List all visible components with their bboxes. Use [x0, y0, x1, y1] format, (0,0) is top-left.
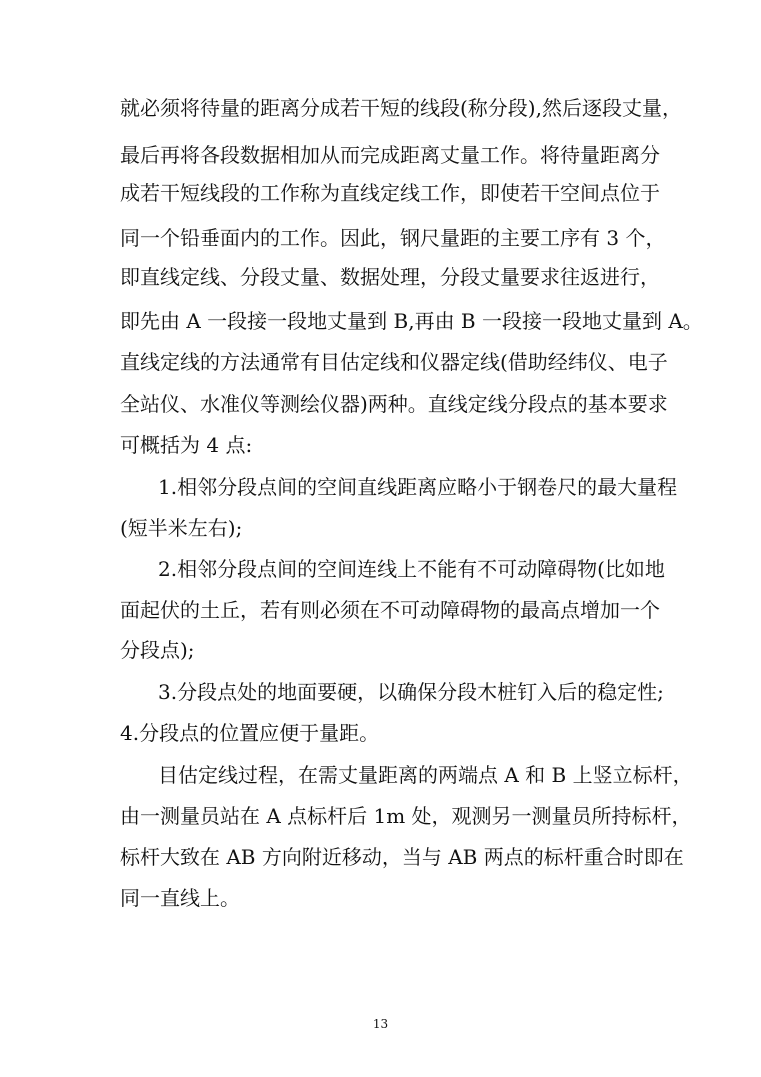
text-line: 标杆大致在 AB 方向附近移动，当与 AB 两点的标杆重合时即在	[120, 845, 684, 869]
text-line: 即先由 A 一段接一段地丈量到 B,再由 B 一段接一段地丈量到 A。	[120, 309, 703, 333]
text-line: 全站仪、水准仪等测绘仪器)两种。直线定线分段点的基本要求	[120, 392, 668, 416]
list-item: 2.相邻分段点间的空间连线上不能有不可动障碍物(比如地	[158, 557, 665, 581]
text-line: 同一个铅垂面内的工作。因此，钢尺量距的主要工序有 3 个，	[120, 226, 666, 250]
text-line: 就必须将待量的距离分成若干短的线段(称分段),然后逐段丈量，	[120, 96, 682, 120]
text-line: 最后再将各段数据相加从而完成距离丈量工作。将待量距离分	[120, 143, 660, 167]
text-line: 直线定线的方法通常有目估定线和仪器定线(借助经纬仪、电子	[120, 350, 668, 374]
text-line: 目估定线过程，在需丈量距离的两端点 A 和 B 上竖立标杆，	[158, 763, 693, 787]
list-item: 4.分段点的位置应便于量距。	[120, 721, 380, 745]
text-line: 成若干短线段的工作称为直线定线工作，即使若干空间点位于	[120, 181, 660, 205]
text-line: 同一直线上。	[120, 886, 240, 910]
list-item: 1.相邻分段点间的空间直线距离应略小于钢卷尺的最大量程	[158, 475, 678, 499]
text-line: 分段点);	[120, 638, 195, 662]
text-line: (短半米左右);	[120, 516, 243, 540]
list-item: 3.分段点处的地面要硬，以确保分段木桩钉入后的稳定性;	[158, 680, 664, 704]
page-number: 13	[372, 1017, 389, 1031]
text-line: 可概括为 4 点:	[120, 433, 253, 457]
text-line: 即直线定线、分段丈量、数据处理，分段丈量要求往返进行，	[120, 265, 660, 289]
text-line: 面起伏的土丘，若有则必须在不可动障碍物的最高点增加一个	[120, 598, 660, 622]
text-line: 由一测量员站在 A 点标杆后 1m 处，观测另一测量员所持标杆，	[120, 804, 692, 828]
